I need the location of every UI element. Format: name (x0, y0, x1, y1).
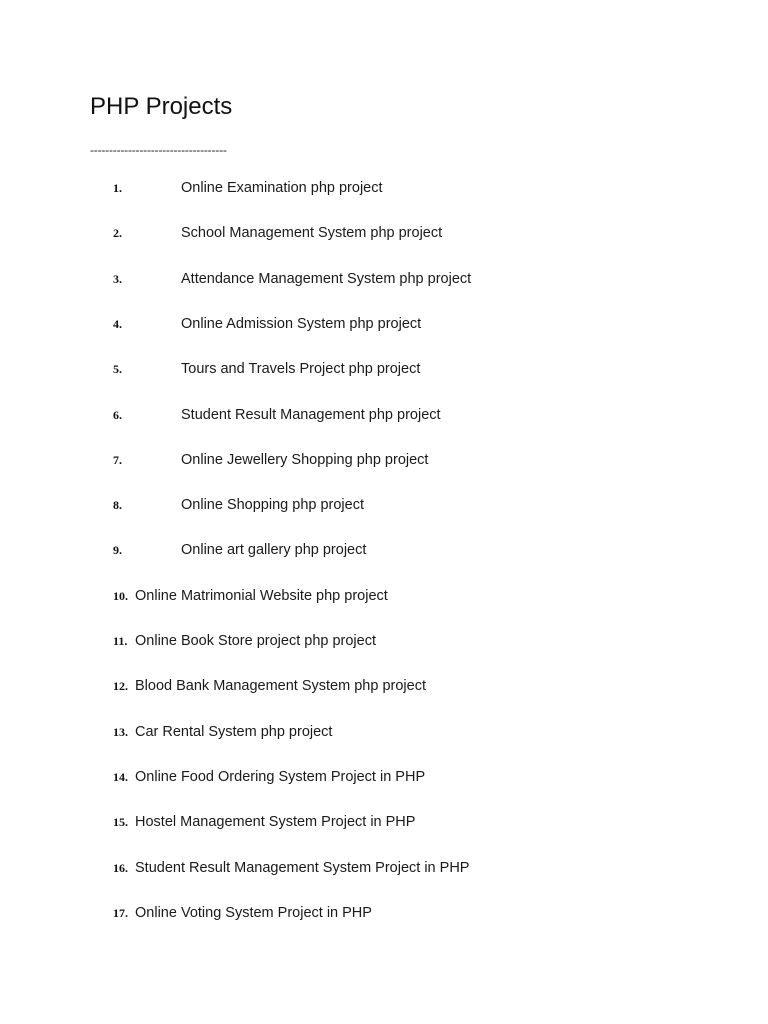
list-item-number: 15. (113, 815, 128, 829)
list-item-text: Online Shopping php project (181, 497, 364, 513)
list-item-text: Hostel Management System Project in PHP (135, 814, 416, 830)
list-item-text: School Management System php project (181, 225, 443, 241)
title-separator: ------------------------------------ (90, 143, 227, 157)
page-title: PHP Projects (90, 93, 233, 120)
list-item-text: Blood Bank Management System php project (135, 678, 426, 694)
list-item-number: 10. (113, 589, 128, 603)
list-item-number: 5. (113, 362, 122, 376)
list-item-text: Student Result Management php project (181, 407, 441, 423)
list-item-number: 8. (113, 498, 122, 512)
list-item-number: 17. (113, 906, 128, 920)
list-item-number: 3. (113, 272, 122, 286)
list-item-number: 9. (113, 543, 122, 557)
list-item-text: Online art gallery php project (181, 542, 367, 558)
list-item-text: Attendance Management System php project (181, 271, 472, 287)
list-item-text: Online Matrimonial Website php project (135, 588, 388, 604)
list-item-text: Online Food Ordering System Project in PHP (135, 769, 426, 785)
list-item-text: Tours and Travels Project php project (181, 361, 421, 377)
list-item-number: 14. (113, 770, 128, 784)
list-item-number: 7. (113, 453, 122, 467)
list-item-number: 13. (113, 725, 128, 739)
list-item-number: 16. (113, 861, 128, 875)
list-item-text: Online Examination php project (181, 180, 383, 196)
list-item-text: Online Admission System php project (181, 316, 422, 332)
list-item-text: Online Jewellery Shopping php project (181, 452, 429, 468)
list-item-text: Car Rental System php project (135, 724, 333, 740)
list-item-number: 11. (113, 634, 128, 648)
list-item-number: 6. (113, 408, 122, 422)
list-item-text: Online Book Store project php project (135, 633, 376, 649)
list-item-number: 2. (113, 226, 122, 240)
list-item-number: 4. (113, 317, 122, 331)
list-item-text: Online Voting System Project in PHP (135, 905, 372, 921)
list-item-number: 12. (113, 679, 128, 693)
list-item-number: 1. (113, 181, 122, 195)
list-item-text: Student Result Management System Project in PHP (135, 860, 470, 876)
